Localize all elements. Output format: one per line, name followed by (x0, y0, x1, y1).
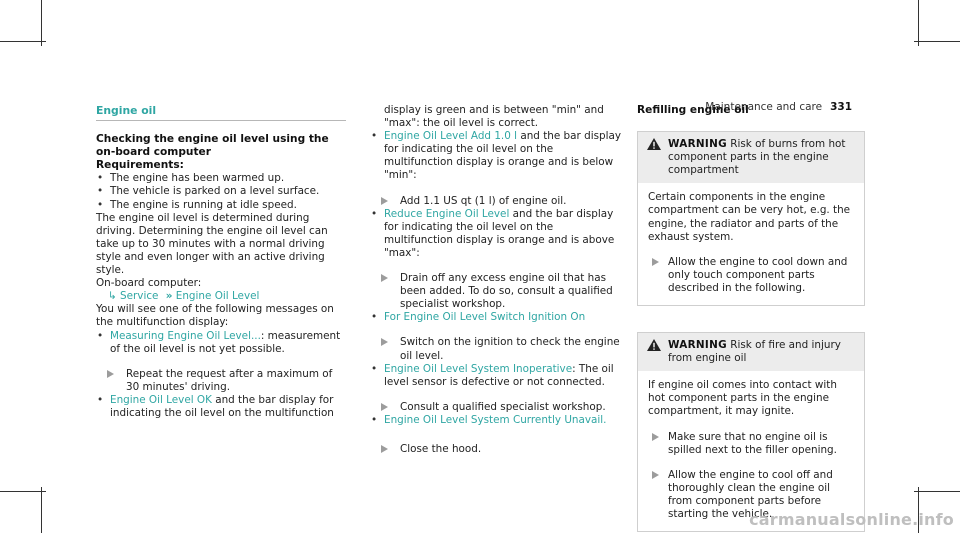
step-arrow-icon (381, 197, 388, 205)
paragraph: You will see one of the following messages on the multifunction display: (96, 303, 334, 329)
warning-body (638, 371, 864, 531)
instruction-step (370, 272, 622, 311)
paragraph: The engine oil level is determined during driving. Determining the engine oil level can take up to 30 minutes with a normal driving style and even longer with an active driving style. (96, 211, 328, 277)
warning-header (638, 132, 864, 183)
step-text: Switch on the ignition to check the engine oil level. (400, 336, 620, 362)
menu-path (96, 290, 346, 303)
step-arrow-icon (107, 370, 114, 378)
double-chevron-icon: » (165, 290, 173, 303)
column-3 (637, 104, 865, 532)
step-arrow-icon (652, 258, 659, 266)
step-arrow-icon (381, 338, 388, 346)
step-text: Consult a qualified specialist workshop. (400, 400, 606, 413)
warning-title: Risk of fire and injury from engine oil (668, 339, 841, 365)
step-arrow-icon (652, 433, 659, 441)
arrow-return-icon: ↳ (108, 290, 117, 303)
step-arrow-icon (652, 471, 659, 479)
message-link: Engine Oil Level OK (110, 393, 212, 406)
message-link: Engine Oil Level System Currently Unavail. (384, 413, 607, 426)
requirement-item: • The vehicle is parked on a level surface. (96, 185, 346, 198)
step-text: Make sure that no engine oil is spilled next to the filler opening. (668, 430, 837, 456)
message-text: : The oil level sensor is defective or not connected. (384, 362, 614, 388)
requirement-item: • The engine is running at idle speed. (96, 199, 346, 212)
paragraph: On-board computer: (96, 277, 202, 290)
crop-mark (41, 487, 42, 533)
step-arrow-icon (381, 274, 388, 282)
requirement-item: • The engine has been warmed up. (96, 172, 346, 185)
message-item (370, 363, 622, 389)
message-item (370, 130, 622, 182)
step-text: Drain off any excess engine oil that has been added. To do so, consult a qualified specialist workshop. (400, 272, 613, 311)
message-text: and the bar display for indicating the oil level on the multifunction display is orange and is below "min": (384, 130, 621, 182)
step-text: Close the hood. (400, 442, 482, 455)
header-section: Maintenance and care (705, 101, 823, 113)
step-arrow-icon (381, 445, 388, 453)
column-1 (96, 104, 346, 420)
warning-label: WARNING (668, 339, 727, 352)
crop-mark (0, 41, 46, 42)
message-item (370, 311, 622, 324)
message-link: Reduce Engine Oil Level (384, 207, 510, 220)
message-text: and the bar display for indicating the oil level on the multifunction (110, 393, 334, 419)
warning-triangle-icon (647, 339, 661, 351)
step-text: Allow the engine to cool down and only touch component parts described in the following. (668, 255, 848, 294)
page-number: 331 (830, 101, 852, 113)
crop-mark (918, 0, 919, 46)
menu-path-service: Service (120, 290, 159, 303)
warning-box (637, 131, 865, 306)
message-text: and the bar display for indicating the oil level on the multifunction display is orange and is above "max": (384, 207, 615, 259)
warning-title: Risk of burns from hot component parts in the engine compartment (668, 138, 846, 177)
instruction-step (648, 256, 854, 295)
message-item (96, 394, 346, 420)
message-item (370, 208, 622, 260)
warning-body (638, 183, 864, 305)
step-text: Allow the engine to cool off and thoroughly clean the engine oil from component parts before starting the vehicle. (668, 468, 833, 520)
warning-text: If engine oil comes into contact with hot component parts in the engine compartment, it may ignite. (648, 379, 837, 418)
warning-box (637, 332, 865, 532)
section-title: Engine oil (96, 104, 346, 121)
warning-header (638, 333, 864, 371)
watermark: carmanualsonline.info (749, 510, 954, 529)
step-text: Repeat the request after a maximum of 30 minutes' driving. (126, 367, 333, 393)
column-2 (370, 104, 622, 456)
warning-label: WARNING (668, 138, 727, 151)
menu-path-item: Engine Oil Level (175, 290, 260, 303)
instruction-step (370, 195, 622, 208)
instruction-step (370, 401, 622, 414)
step-arrow-icon (381, 403, 388, 411)
message-link: Measuring Engine Oil Level... (110, 329, 261, 342)
paragraph: display is green and is between "min" and "max": the oil level is correct. (384, 104, 604, 130)
crop-mark (41, 0, 42, 46)
message-item (96, 330, 346, 356)
instruction-step (648, 431, 854, 457)
instruction-step (370, 336, 622, 362)
subsection-title: Checking the engine oil level using the on-board computer (96, 133, 329, 159)
message-item (370, 414, 622, 427)
instruction-step (370, 443, 622, 456)
instruction-step (96, 368, 346, 394)
crop-mark (914, 41, 960, 42)
crop-mark (914, 491, 960, 492)
message-link: Engine Oil Level Add 1.0 l (384, 130, 518, 143)
message-text: : measurement of the oil level is not yet possible. (110, 329, 341, 355)
message-link: Engine Oil Level System Inoperative (384, 362, 573, 375)
warning-text: Certain components in the engine compartment can be very hot, e.g. the engine, the radiator and parts of the exhaust system. (648, 191, 851, 243)
message-link: For Engine Oil Level Switch Ignition On (384, 311, 586, 324)
section-heading: Refilling engine oil (637, 104, 749, 116)
step-text: Add 1.1 US qt (1 l) of engine oil. (400, 194, 567, 207)
crop-mark (0, 491, 46, 492)
warning-triangle-icon (647, 138, 661, 150)
requirements-label: Requirements: (96, 159, 184, 172)
